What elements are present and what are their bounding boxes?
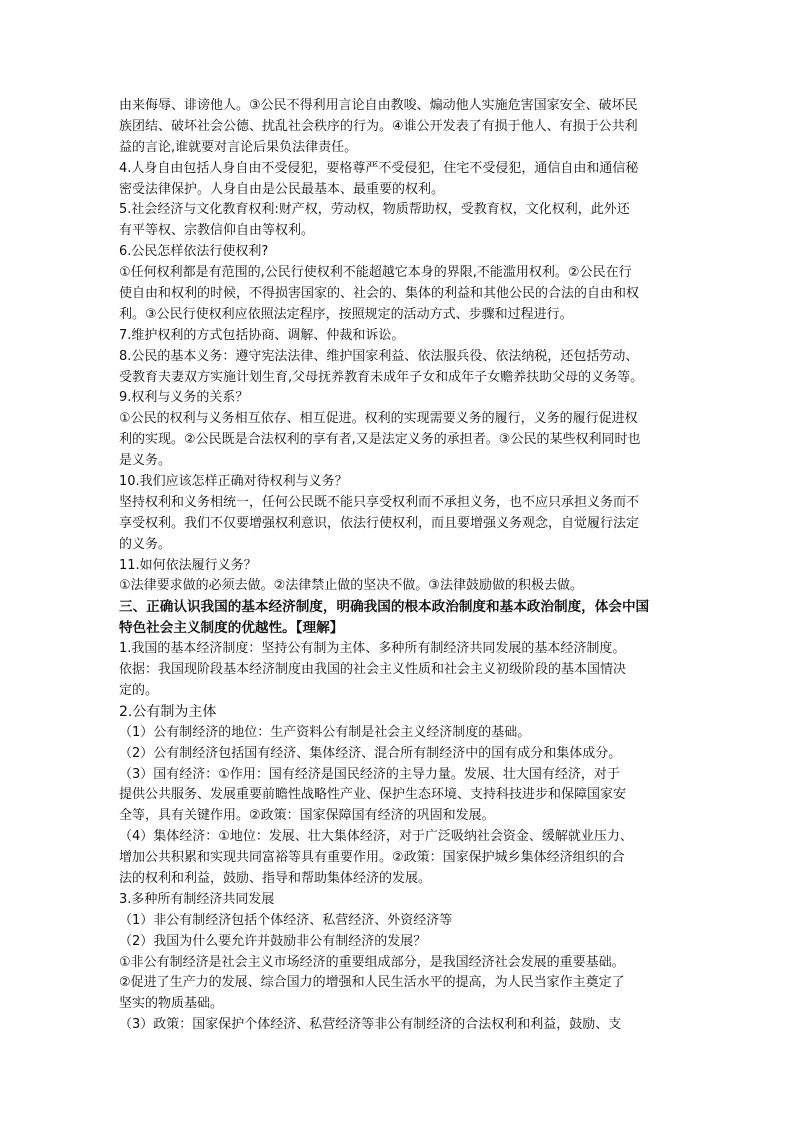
text-line: ①任何权利都是有范围的,公民行使权利不能超越它本身的界限,不能滥用权利。②公民在行 — [119, 265, 632, 281]
text-line: 密受法律保护。人身自由是公民最基本、最重要的权利。 — [119, 181, 445, 197]
text-line: ①法律要求做的必须去做。②法律禁止做的坚决不做。③法律鼓励做的积极去做。 — [119, 578, 583, 594]
text-line: 益的言论,谁就要对言论后果负法律责任。 — [119, 139, 358, 155]
text-line: 法的权利和利益，鼓励、指导和帮助集体经济的发展。 — [119, 870, 432, 886]
text-line: 是义务。 — [119, 453, 172, 469]
question-heading: 9.权利与义务的关系？ — [119, 390, 249, 406]
text-line: ①非公有制经济是社会主义市场经济的重要组成部分，是我国经济社会发展的重要基础。 — [119, 954, 625, 970]
text-line: 8.公民的基本义务：遵守宪法法律、维护国家利益、依法服兵役、依法纳税，还包括劳动、 — [119, 348, 639, 364]
text-line: 依据：我国现阶段基本经济制度由我国的社会主义性质和社会主义初级阶段的基本国情决 — [119, 662, 627, 678]
text-line: 坚持权利和义务相统一，任何公民既不能只享受权利而不承担义务，也不应只承担义务而不 — [119, 494, 640, 510]
text-line: 受教育夫妻双方实施计划生育,父母抚养教育未成年子女和成年子女赡养扶助父母的义务等。 — [119, 369, 644, 385]
text-line: 4.人身自由包括人身自由不受侵犯，要格尊严不受侵犯，住宅不受侵犯，通信自由和通信秘 — [119, 160, 639, 176]
text-line: （3）政策：国家保护个体经济、私营经济等非公有制经济的合法权利和利益，鼓励、支 — [119, 1017, 622, 1033]
section-heading: 三、正确认识我国的基本经济制度，明确我国的根本政治制度和基本政治制度，体会中国 — [119, 599, 650, 616]
text-line: 坚实的物质基础。 — [119, 996, 224, 1012]
text-line: （3）国有经济：①作用：国有经济是国民经济的主导力量。发展、壮大国有经济，对于 — [119, 766, 620, 782]
text-line: 定的。 — [119, 682, 159, 698]
document-page — [119, 96, 679, 1036]
text-line: （1）公有制经济的地位：生产资料公有制是社会主义经济制度的基础。 — [119, 724, 531, 740]
text-line: 族团结、破坏社会公德、扰乱社会秩序的行为。④谁公开发表了有损于他人、有损于公共利 — [119, 118, 638, 134]
text-line: 增加公共积累和实现共同富裕等具有重要作用。②政策：国家保护城乡集体经济组织的合 — [119, 850, 625, 866]
text-line: 1.我国的基本经济制度：坚持公有制为主体、多种所有制经济共同发展的基本经济制度。 — [119, 641, 626, 657]
section-heading: 特色社会主义制度的优越性。【理解】 — [119, 620, 344, 637]
question-heading: 10.我们应该怎样正确对待权利与义务？ — [119, 474, 348, 490]
subsection-heading: 3.多种所有制经济共同发展 — [119, 891, 275, 907]
text-line: （2）我国为什么要允许并鼓励非公有制经济的发展？ — [119, 933, 427, 949]
text-line: 使自由和权利的时候，不得损害国家的、社会的、集体的利益和其他公民的合法的自由和权 — [119, 286, 640, 302]
text-line: 5.社会经济与文化教育权利:财产权，劳动权，物质帮助权，受教育权，文化权利，此外还 — [119, 202, 630, 218]
text-line: 由来侮辱、诽谤他人。③公民不得利用言论自由教唆、煽动他人实施危害国家安全、破坏民 — [119, 98, 638, 113]
text-line: 7.维护权利的方式包括协商、调解、仲裁和诉讼。 — [119, 327, 405, 343]
text-line: 的义务。 — [119, 536, 172, 552]
text-line: （1）非公有制经济包括个体经济、私营经济、外资经济等 — [119, 912, 453, 928]
text-line: ①公民的权利与义务相互依存、相互促进。权利的实现需要义务的履行，义务的履行促进权 — [119, 411, 638, 427]
text-line: 有平等权、宗教信仰自由等权利。 — [119, 223, 315, 239]
text-line: （2）公有制经济包括国有经济、集体经济、混合所有制经济中的国有成分和集体成分。 — [119, 745, 622, 761]
question-heading: 11.如何依法履行义务？ — [119, 557, 257, 573]
text-line: ②促进了生产力的发展、综合国力的增强和人民生活水平的提高，为人民当家作主奠定了 — [119, 975, 625, 991]
text-line: 利的实现。②公民既是合法权利的享有者,又是法定义务的承担者。③公民的某些权利同时也 — [119, 432, 641, 448]
question-heading: 6.公民怎样依法行使权利? — [119, 244, 269, 260]
text-line: 提供公共服务、发展重要前瞻性战略性产业、保护生态环境、支持科技进步和保障国家安 — [119, 787, 627, 803]
text-line: 全等，具有关键作用。②政策：国家保障国有经济的巩固和发展。 — [119, 808, 495, 824]
text-line: 利。③公民行使权利应依照法定程序，按照规定的活动方式、步骤和过程进行。 — [119, 306, 573, 322]
text-line: （4）集体经济：①地位：发展、壮大集体经济，对于广泛吸纳社会资金、缓解就业压力、 — [119, 829, 633, 845]
subsection-heading: 2.公有制为主体 — [119, 703, 217, 720]
text-line: 享受权利。我们不仅要增强权利意识，依法行使权利，而且要增强义务观念，自觉履行法定 — [119, 515, 640, 531]
